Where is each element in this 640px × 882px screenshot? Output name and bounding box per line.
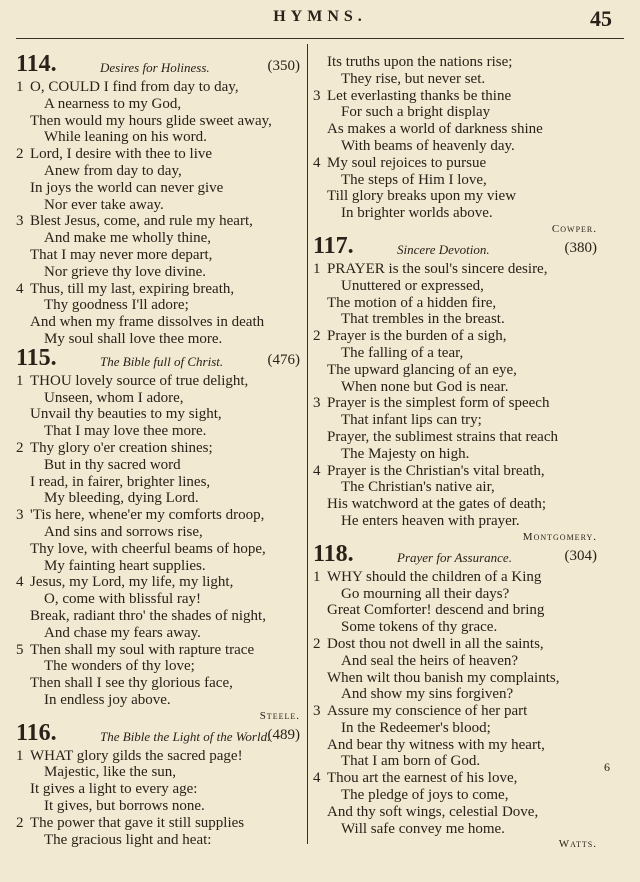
column-divider [307, 44, 308, 844]
verse-line: Unvail thy beauties to my sight, [30, 406, 222, 423]
verse-number: 3 [16, 507, 24, 524]
hymn-number: 115. [16, 344, 57, 371]
verse-number: 4 [16, 574, 24, 591]
verse-line: O, come with blissful ray! [44, 591, 202, 608]
verse-number: 3 [313, 395, 321, 412]
verse [16, 79, 300, 146]
verse-line [313, 395, 597, 412]
verse [16, 213, 300, 280]
verse-line: Anew from day to day, [44, 162, 182, 179]
verse-line: He enters heaven with prayer. [341, 512, 520, 529]
line-text: Lord, I desire with thee to live [30, 146, 213, 163]
verse-line: That I may love thee more. [44, 423, 207, 440]
verse-number: 2 [313, 635, 321, 652]
verse-line: The steps of Him I love, [341, 171, 487, 188]
verse [313, 463, 597, 530]
hymn-tune-number: (489) [267, 726, 300, 743]
verse-line [313, 155, 597, 172]
verse-number: 3 [313, 87, 321, 104]
line-text: Prayer is the burden of a sigh, [327, 328, 507, 345]
verse-line: Then shall I see thy glorious face, [30, 675, 233, 692]
verse-line: My soul shall love thee more. [44, 330, 223, 347]
verse-line: Break, radiant thro' the shades of night, [30, 607, 266, 624]
line-text: Blest Jesus, come, and rule my heart, [30, 213, 253, 230]
verse-line: It gives a light to every age: [30, 781, 198, 798]
verse-line: And seal the heirs of heaven? [341, 652, 519, 669]
verse-line: Will safe convey me home. [341, 820, 505, 837]
hymn-title: Desires for Holiness. [100, 60, 210, 75]
verse [313, 54, 597, 88]
verse-line: The wonders of thy love; [44, 658, 195, 675]
verse [16, 815, 300, 849]
line-text: Prayer is the simplest form of speech [327, 395, 550, 412]
verse-line: The Christian's native air, [341, 479, 495, 496]
hymn-title: The Bible the Light of the World. [100, 728, 271, 744]
line-text: Let everlasting thanks be thine [327, 87, 512, 104]
verse-line: And thy soft wings, celestial Dove, [327, 803, 539, 820]
verse-line: The gracious light and heat: [44, 831, 212, 848]
verse-line: And chase my fears away. [44, 624, 201, 641]
verse-number: 1 [313, 260, 321, 277]
verse-line [313, 703, 597, 720]
line-text: Assure my conscience of her part [327, 703, 528, 720]
line-text: Thus, till my last, expiring breath, [30, 280, 235, 297]
verse-line [16, 642, 300, 659]
verse [313, 703, 597, 770]
verse-line: The falling of a tear, [341, 344, 464, 361]
page-number: 45 [590, 6, 612, 31]
hymn-heading [16, 344, 300, 373]
verse-line: Nor ever take away. [44, 196, 164, 213]
verse-line: For such a bright display [341, 104, 491, 121]
hymn-number: 116. [16, 719, 57, 746]
left-column [16, 51, 300, 848]
verse-line: Go mourning all their days? [341, 585, 510, 602]
verse-line: And make me wholly thine, [44, 230, 212, 247]
line-text: Its truths upon the nations rise; [327, 54, 513, 70]
verse-number: 4 [313, 462, 321, 479]
verse-line [16, 574, 300, 591]
verse [16, 642, 300, 709]
verse-line [313, 636, 597, 653]
verse-number: 1 [16, 372, 24, 389]
hymn-title: Sincere Devotion. [397, 241, 490, 257]
verse-line: It gives, but borrows none. [44, 798, 205, 815]
hymn-author: Montgomery. [522, 530, 597, 543]
hymn-tune-number: (380) [564, 239, 597, 256]
verse-line: That I am born of God. [341, 753, 481, 770]
hymn-title: The Bible full of Christ. [100, 353, 224, 369]
verse-line: When none but God is near. [341, 378, 509, 395]
verse-line: The motion of a hidden fire, [327, 294, 497, 311]
verse [16, 748, 300, 815]
margin-note: 6 [604, 760, 610, 774]
verse [16, 373, 300, 440]
verse-number: 2 [16, 439, 24, 456]
hymn-heading [16, 719, 300, 748]
verse-line [16, 507, 300, 524]
line-text: Thou art the earnest of his love, [327, 770, 518, 787]
verse-number: 3 [313, 703, 321, 720]
verse [16, 574, 300, 641]
verse [313, 569, 597, 636]
header-rule [16, 38, 624, 39]
verse-line [313, 463, 597, 480]
line-text: WHAT glory gilds the sacred page! [30, 747, 243, 764]
verse-line: Majestic, like the sun, [44, 764, 177, 781]
line-text: Prayer is the Christian's vital breath, [327, 462, 545, 479]
verse-line: Unuttered or expressed, [341, 277, 484, 294]
verse-line [16, 748, 300, 765]
verse-line: Thy love, with cheerful beams of hope, [30, 540, 266, 557]
verse-number: 2 [313, 328, 321, 345]
verse-line: Some tokens of thy grace. [341, 619, 498, 636]
verse-line: In the Redeemer's blood; [341, 719, 491, 736]
verse-line: Nor grieve thy love divine. [44, 263, 207, 280]
verse-line: His watchword at the gates of death; [327, 496, 547, 513]
right-column [313, 54, 597, 851]
verse-line [313, 88, 597, 105]
verse-line [16, 213, 300, 230]
verse-line: Unseen, whom I adore, [44, 389, 184, 406]
verse [313, 261, 597, 328]
verse-line: The Majesty on high. [341, 445, 470, 462]
verse-line: With beams of heavenly day. [341, 137, 515, 154]
verse-number: 5 [16, 641, 24, 658]
hymn-author: Cowper. [551, 222, 597, 235]
verse [16, 281, 300, 348]
verse-line: In endless joy above. [44, 691, 171, 708]
hymn-heading [16, 51, 300, 79]
verse-number: 4 [16, 280, 24, 297]
verse-line [16, 815, 300, 832]
hymn-tune-number: (476) [267, 351, 300, 368]
verse [313, 328, 597, 395]
verse-line: That infant lips can try; [341, 412, 482, 429]
line-text: PRAYER is the soul's sincere desire, [327, 260, 548, 277]
hymn-title: Prayer for Assurance. [397, 549, 512, 565]
hymn-tune-number: (350) [267, 58, 300, 74]
verse-line: In brighter worlds above. [341, 205, 493, 222]
line-text: 'Tis here, whene'er my comforts droop, [30, 507, 265, 524]
verse-line: My bleeding, dying Lord. [44, 490, 199, 507]
verse-line: Prayer, the sublimest strains that reach [327, 428, 558, 445]
hymn-heading [313, 232, 597, 261]
verse [16, 440, 300, 507]
verse-line [16, 373, 300, 390]
verse [313, 155, 597, 222]
line-text: The power that gave it still supplies [30, 814, 245, 831]
verse-line: That I may never more depart, [30, 246, 213, 263]
verse-line [16, 281, 300, 298]
line-text: My soul rejoices to pursue [327, 154, 487, 171]
verse-line: That trembles in the breast. [341, 311, 505, 328]
verse-number: 2 [16, 814, 24, 831]
verse-line [313, 770, 597, 787]
verse [16, 146, 300, 213]
verse-line: The upward glancing of an eye, [327, 361, 517, 378]
verse-line: When wilt thou banish my complaints, [327, 669, 560, 686]
verse-line: While leaning on his word. [44, 129, 207, 146]
line-text: THOU lovely source of true delight, [30, 372, 249, 389]
hymn-author: Watts. [558, 838, 597, 851]
line-text: O, COULD I find from day to day, [30, 79, 239, 95]
verse-number: 4 [313, 770, 321, 787]
verse [313, 770, 597, 837]
verse-number: 1 [16, 747, 24, 764]
verse-line [313, 328, 597, 345]
hymn-heading [313, 540, 597, 569]
verse-line: And show my sins forgiven? [341, 686, 514, 703]
verse [313, 636, 597, 703]
page-header-title: HYMNS. [273, 8, 367, 25]
verse-line: Till glory breaks upon my view [327, 188, 517, 205]
line-text: WHY should the children of a King [327, 568, 542, 585]
verse-line: In joys the world can never give [30, 179, 224, 196]
verse-line: Thy goodness I'll adore; [44, 297, 189, 314]
verse-number: 2 [16, 146, 24, 163]
verse [16, 507, 300, 574]
verse-line: But in thy sacred word [44, 456, 181, 473]
hymn-tune-number: (304) [564, 547, 597, 564]
verse-line [16, 440, 300, 457]
verse-line: Great Comforter! descend and bring [327, 602, 545, 619]
hymn-number: 114. [16, 51, 57, 77]
verse-number: 3 [16, 213, 24, 230]
verse-line: The pledge of joys to come, [341, 787, 509, 804]
verse-number: 1 [16, 79, 24, 95]
verse-line: My fainting heart supplies. [44, 557, 206, 574]
verse-line [313, 54, 597, 71]
line-text: Then shall my soul with rapture trace [30, 641, 255, 658]
verse-line [16, 79, 300, 96]
verse-line: A nearness to my God, [44, 95, 182, 112]
hymn-number: 117. [313, 232, 354, 259]
verse [313, 395, 597, 462]
verse [313, 88, 597, 155]
verse-line [313, 569, 597, 586]
verse-number: 1 [313, 568, 321, 585]
verse-line: As makes a world of darkness shine [327, 121, 543, 138]
verse-line: I read, in fairer, brighter lines, [30, 473, 211, 490]
verse-line [16, 146, 300, 163]
line-text: Thy glory o'er creation shines; [30, 439, 213, 456]
line-text: Dost thou not dwell in all the saints, [327, 635, 544, 652]
verse-line: And when my frame dissolves in death [30, 314, 265, 331]
verse-line: And bear thy witness with my heart, [327, 736, 545, 753]
verse-line: And sins and sorrows rise, [44, 523, 203, 540]
verse-number: 4 [313, 154, 321, 171]
hymn-number: 118. [313, 540, 354, 567]
verse-line: Then would my hours glide sweet away, [30, 112, 272, 129]
verse-line: They rise, but never set. [341, 70, 486, 87]
line-text: Jesus, my Lord, my life, my light, [30, 574, 234, 591]
verse-line [313, 261, 597, 278]
hymn-author: Steele. [259, 709, 300, 722]
